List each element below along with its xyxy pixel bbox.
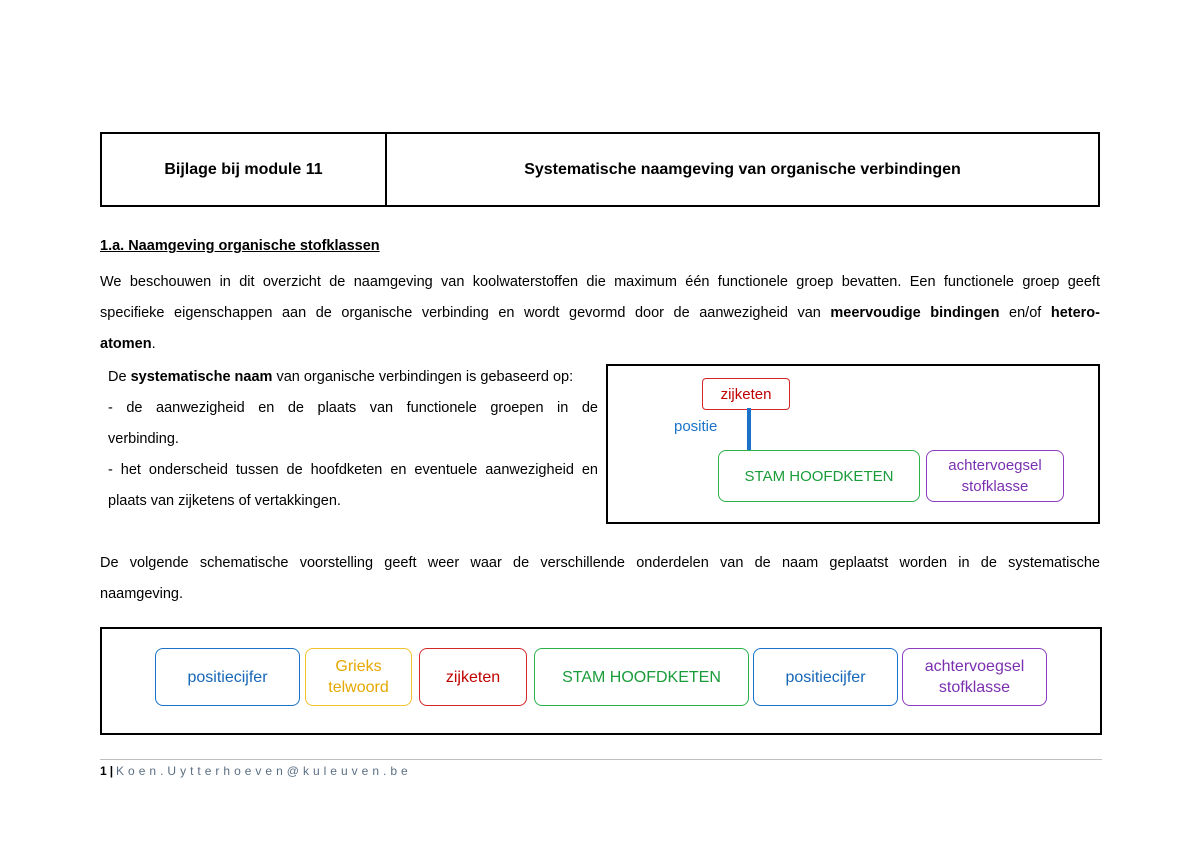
scheme-grieks-line1: Grieks — [335, 658, 382, 675]
list-line-1 — [108, 362, 598, 393]
scheme-achtervoegsel-line2: stofklasse — [938, 679, 1011, 696]
naming-basis-list — [108, 362, 598, 517]
intro-bold-atomen: atomen — [100, 336, 152, 352]
scheme-intro-line-2: naamgeving. — [100, 586, 184, 602]
list-bold-systematic-name: systematische naam — [130, 369, 273, 385]
diagram-positie-label: positie — [674, 418, 718, 435]
diagram-connector-line — [747, 408, 751, 450]
scheme-intro-paragraph — [100, 548, 1100, 610]
naming-scheme — [100, 627, 1102, 735]
diagram-achtervoegsel-line2: stofklasse — [961, 478, 1029, 495]
diagram-zijketen-box — [702, 378, 790, 410]
diagram-achtervoegsel-box — [926, 450, 1064, 502]
list-line-3: verbinding. — [108, 431, 179, 447]
header-module-label: Bijlage bij module 11 — [164, 160, 323, 178]
scheme-zijketen-label: zijketen — [445, 668, 501, 686]
header-table — [100, 132, 1100, 207]
scheme-intro-line-1: De volgende schematische voorstelling geeft weer waar de verschillende onderdelen van de naam geplaatst worden in de systematische — [100, 555, 1100, 571]
scheme-grieks-box — [305, 648, 412, 706]
intro-paragraph — [100, 267, 1100, 360]
intro-line-3 — [100, 329, 1100, 360]
footer-separator: | — [109, 764, 114, 778]
header-title-cell — [387, 134, 1098, 205]
section-heading: 1.a. Naamgeving organische stofklassen — [100, 238, 380, 254]
list-line-1-post: van organische verbindingen is gebaseerd op: — [272, 369, 574, 385]
scheme-stam-box — [534, 648, 749, 706]
scheme-positiecijfer-box-2 — [753, 648, 898, 706]
footer-page-number: 1 — [100, 764, 107, 778]
header-module-cell — [102, 134, 387, 205]
diagram-stam-box — [718, 450, 920, 502]
intro-line-2 — [100, 298, 1100, 329]
header-title: Systematische naamgeving van organische verbindingen — [524, 160, 961, 178]
intro-line-2-text: specifieke eigenschappen aan de organische verbinding en wordt gevormd door de aanwezigheid van — [100, 305, 831, 321]
intro-line-3-end: . — [151, 336, 156, 352]
footer-email: Koen.Uytterhoeven@kuleuven.be — [116, 764, 412, 778]
diagram-stam-label: STAM HOOFDKETEN — [744, 467, 894, 485]
list-line-1-pre: De — [108, 369, 131, 385]
scheme-achtervoegsel-line1: achtervoegsel — [924, 658, 1025, 675]
scheme-positiecijfer-label-1: positiecijfer — [187, 668, 268, 686]
intro-bold-bindings: meervoudige bindingen — [830, 305, 1000, 321]
footer-divider — [100, 759, 1102, 760]
diagram-achtervoegsel-line1: achtervoegsel — [948, 457, 1042, 474]
intro-line-1: We beschouwen in dit overzicht de naamgeving van koolwaterstoffen die maximum één functionele groep bevatten. Een functionele groep geeft — [100, 274, 1100, 290]
list-line-2: - de aanwezigheid en de plaats van functionele groepen in de — [108, 400, 598, 416]
scheme-grieks-line2: telwoord — [328, 679, 389, 696]
scheme-positiecijfer-label-2: positiecijfer — [785, 668, 866, 686]
list-line-4: - het onderscheid tussen de hoofdketen en eventuele aanwezigheid en — [108, 462, 598, 478]
scheme-stam-label: STAM HOOFDKETEN — [562, 668, 721, 686]
scheme-zijketen-box — [419, 648, 527, 706]
intro-line-2-mid: en/of — [999, 305, 1051, 321]
scheme-achtervoegsel-box — [902, 648, 1047, 706]
diagram-zijketen-label: zijketen — [720, 385, 772, 403]
structure-diagram — [606, 364, 1100, 524]
scheme-positiecijfer-box-1 — [155, 648, 300, 706]
intro-bold-hetero: hetero- — [1050, 305, 1100, 321]
page-footer — [100, 764, 412, 778]
list-line-5: plaats van zijketens of vertakkingen. — [108, 493, 341, 509]
